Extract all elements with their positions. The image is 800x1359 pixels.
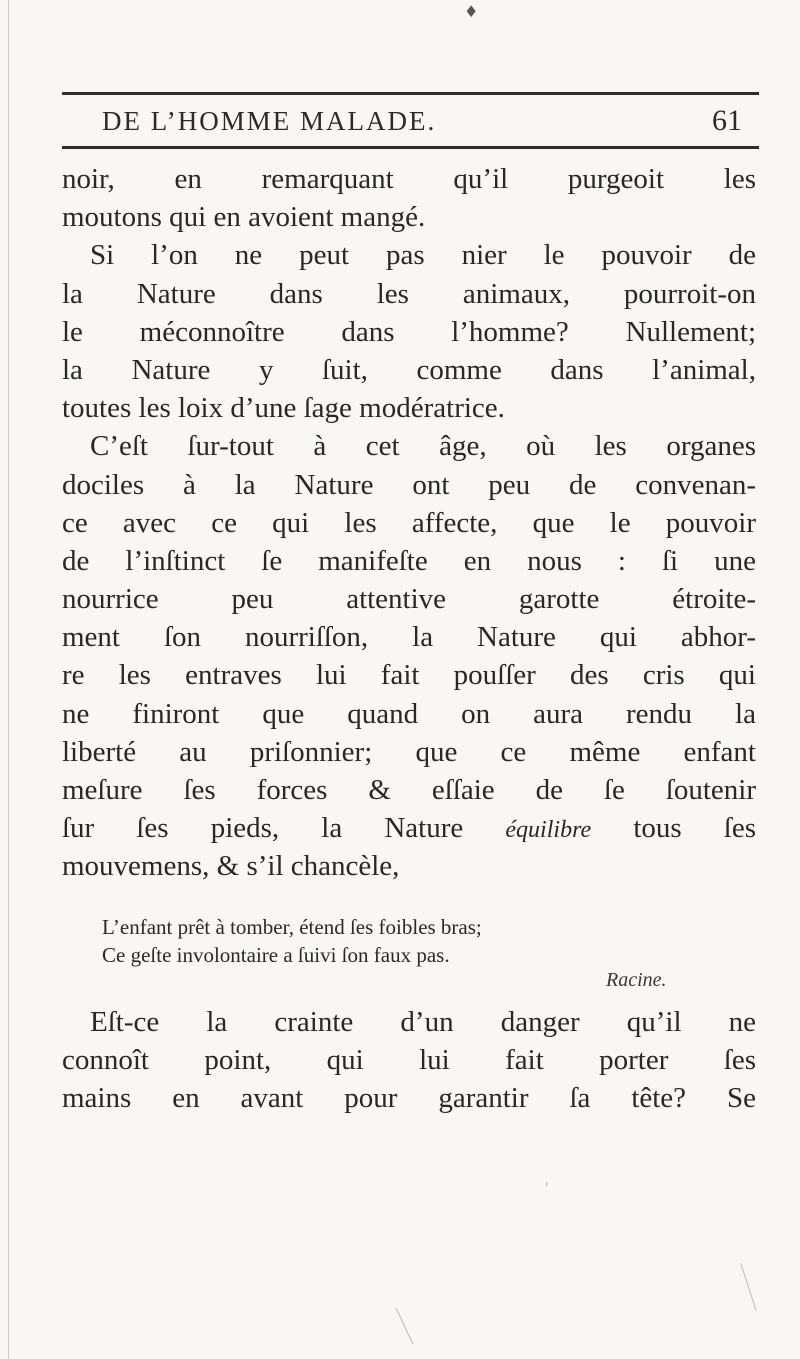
text-line: meſure ſes forces & eſſaie de ſe ſoutenir <box>62 774 756 806</box>
verse-quotation <box>102 913 662 969</box>
running-head-title: DE L’HOMME MALADE. <box>102 106 437 136</box>
body-text-bottom <box>62 1003 756 1118</box>
text-line: toutes les loix d’une ſage modératrice. <box>62 392 505 425</box>
text-line: mains en avant pour garantir ſa tête? Se <box>62 1082 756 1115</box>
printer-mark: ♦ <box>464 2 479 21</box>
page-edge-line <box>8 0 9 1359</box>
text-line: dociles à la Nature ont peu de convenan- <box>62 468 756 501</box>
text-line: ment ſon nourriſſon, la Nature qui abhor- <box>62 621 756 654</box>
text-segment: ſur ſes pieds, la Nature <box>62 812 464 845</box>
header-rule-bottom <box>62 146 759 149</box>
italic-word: équilibre <box>505 817 592 844</box>
text-line: moutons qui en avoient mangé. <box>62 201 426 234</box>
header-rule-top <box>62 92 759 95</box>
pencil-mark <box>396 1308 414 1345</box>
text-line: de l’inſtinct ſe manifeſte en nous : ſi une <box>62 544 756 577</box>
page-number: 61 <box>712 104 742 137</box>
pencil-mark <box>740 1263 756 1311</box>
text-line: le méconnoître dans l’homme? Nullement; <box>62 315 756 348</box>
body-text-top <box>62 160 756 886</box>
text-line: Si l’on ne peut pas nier le pouvoir de <box>90 239 756 272</box>
text-line: connoît point, qui lui fait porter ſes <box>62 1044 756 1077</box>
quote-attribution: Racine. <box>606 969 667 991</box>
text-line <box>62 809 756 847</box>
text-line: ce avec ce qui les affecte, que le pouvoir <box>62 506 756 539</box>
text-segment: tous ſes <box>633 812 757 845</box>
text-line: nourrice peu attentive garotte étroite- <box>62 583 756 616</box>
text-line: liberté au priſonnier; que ce même enfant <box>62 735 756 768</box>
running-head <box>102 104 742 144</box>
text-line: Eſt-ce la crainte d’un danger qu’il ne <box>90 1006 756 1038</box>
text-line: la Nature y ſuit, comme dans l’animal, <box>62 353 756 386</box>
verse-line-2: Ce geſte involontaire a ſuivi ſon faux pas. <box>102 943 450 967</box>
text-line: mouvemens, & s’il chancèle, <box>62 850 400 883</box>
text-line: re les entraves lui fait pouſſer des cris qui <box>62 659 756 692</box>
ink-speck: ʿ <box>545 1181 550 1197</box>
text-line: C’eſt ſur-tout à cet âge, où les organes <box>90 430 756 463</box>
text-line: noir, en remarquant qu’il purgeoit les <box>62 163 756 195</box>
text-line: ne finiront que quand on aura rendu la <box>62 697 756 730</box>
verse-line-1: L’enfant prêt à tomber, étend ſes foibles bras; <box>102 915 482 939</box>
text-line: la Nature dans les animaux, pourroit-on <box>62 277 756 310</box>
